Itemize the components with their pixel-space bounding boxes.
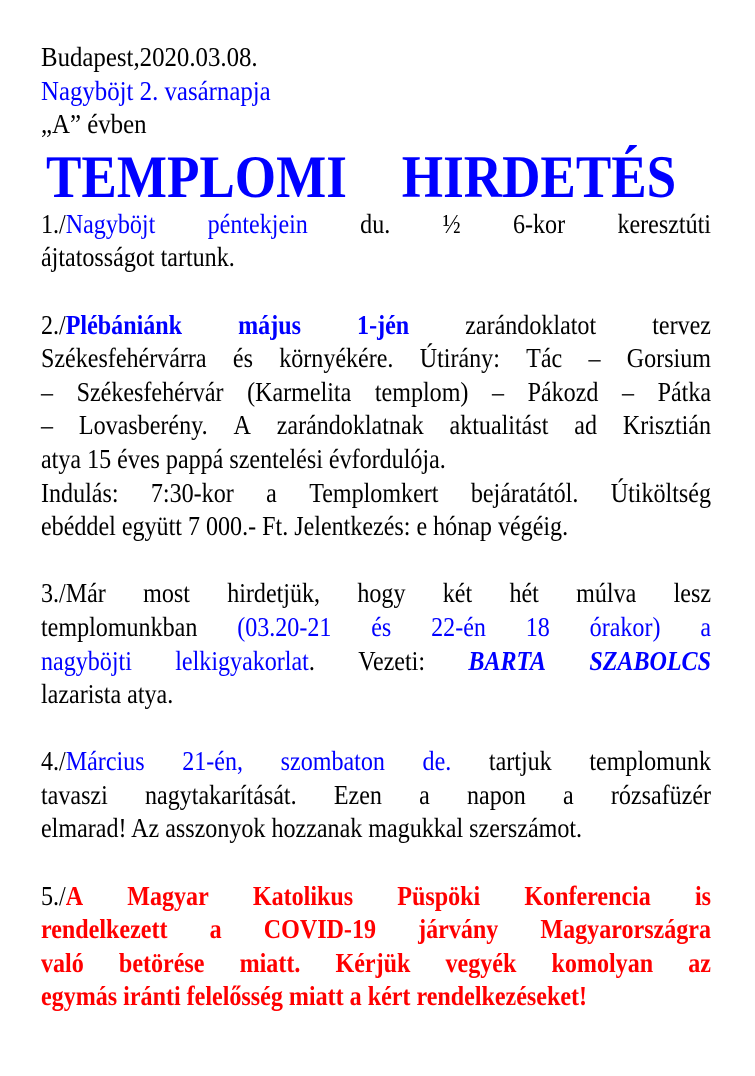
word: bejáratától. <box>470 477 579 508</box>
word: – <box>491 376 505 407</box>
alert-text: rendelkezett <box>41 914 168 945</box>
alert-text <box>41 880 83 914</box>
word: Tác <box>526 343 563 374</box>
highlight-text: Nagyböjt <box>65 208 156 239</box>
announcement-5 <box>41 880 711 1014</box>
alert-text: Konferencia <box>524 880 651 911</box>
word: – <box>588 343 601 374</box>
word: Székesfehérvárra <box>41 343 207 374</box>
word: a <box>562 779 574 810</box>
alert-text: az <box>688 947 711 978</box>
word: 3./Már <box>41 578 106 609</box>
word: napon <box>466 779 526 810</box>
highlight-text: lelkigyakorlat <box>175 645 309 676</box>
word: hirdetjük, <box>227 578 321 609</box>
word: Gorsium <box>626 343 711 374</box>
alert-text: is <box>694 880 712 911</box>
announcement-line <box>41 577 711 611</box>
announcement-line: egymás iránti felelősség miatt a kért rendelkezéseket! <box>41 981 588 1012</box>
announcement-1 <box>41 208 711 275</box>
word: tervez <box>652 309 711 340</box>
punctuation: . <box>308 645 315 676</box>
alert-text: miatt. <box>239 947 301 978</box>
year-cycle: „A” évben <box>41 109 147 140</box>
alert-text: való <box>41 947 84 978</box>
highlight-text: május <box>238 309 301 340</box>
alert-text: Kérjük <box>335 947 411 978</box>
announcement-line <box>41 477 711 511</box>
announcement-line: ebéddel együtt 7 000.- Ft. Jelentkezés: e hónap végéig. <box>41 511 569 542</box>
announcement-line: elmarad! Az asszonyok hozzanak magukkal szerszámot. <box>41 813 583 844</box>
word: Vezeti: <box>358 645 426 676</box>
word: (Karmelita <box>247 376 352 407</box>
date-line: Budapest,2020.03.08. <box>41 42 258 72</box>
announcement-line: ájtatosságot tartunk. <box>41 242 235 273</box>
highlight-text: órakor) <box>589 611 661 642</box>
word: zarándoklatnak <box>276 410 424 441</box>
item-number: 2./ <box>41 309 66 340</box>
alert-text: A <box>65 880 84 911</box>
alert-text: járvány <box>418 914 499 945</box>
announcement-line <box>41 779 711 813</box>
alert-text: komolyan <box>551 947 654 978</box>
alert-text: Püspöki <box>397 880 481 911</box>
announcement-line <box>41 342 711 376</box>
word: Krisztián <box>622 410 712 441</box>
announcement-4 <box>41 745 711 846</box>
word: Pátka <box>657 376 712 407</box>
liturgical-day: Nagyböjt 2. vasárnapja <box>41 75 271 106</box>
leader-name: SZABOLCS <box>589 645 711 676</box>
announcement-line <box>41 645 711 679</box>
highlight-text: Március <box>65 746 145 777</box>
word: Útiköltség <box>610 477 711 508</box>
announcement-line: lazarista atya. <box>41 679 174 710</box>
word: keresztúti <box>617 208 711 239</box>
word: nagytakarítását. <box>144 779 297 810</box>
announcement-line <box>41 880 711 914</box>
word: 7:30-kor <box>150 477 234 508</box>
word: Indulás: <box>41 477 119 508</box>
highlight-text: péntekjein <box>207 208 308 239</box>
highlight-text <box>41 745 145 779</box>
word: zarándoklatot <box>465 309 597 340</box>
highlight-text: Plébániánk <box>65 309 183 340</box>
announcement-page <box>41 41 711 1014</box>
word: a <box>419 779 430 810</box>
announcement-line: atya 15 éves pappá szentelési évfordulója. <box>41 443 446 474</box>
item-number: 5./ <box>41 880 66 911</box>
highlight-text: nagyböjti <box>41 645 132 676</box>
highlight-text: a <box>700 611 712 642</box>
highlight-text: szombaton <box>280 746 385 777</box>
alert-text: vegyék <box>445 947 517 978</box>
announcement-2 <box>41 309 711 544</box>
highlight-text: 21-én, <box>182 746 244 777</box>
word: és <box>232 343 253 374</box>
word: Lovasberény. <box>78 410 208 441</box>
highlight-text: 22-én <box>431 611 486 642</box>
alert-text: Magyarországra <box>540 914 712 945</box>
announcement-line <box>41 913 711 947</box>
word: környékére. <box>279 343 394 374</box>
highlight-text: de. <box>422 746 452 777</box>
announcement-line <box>41 208 711 242</box>
word: – <box>41 376 54 407</box>
announcement-line <box>41 409 711 443</box>
word: Ezen <box>333 779 382 810</box>
highlight-text: és <box>371 611 392 642</box>
leader-name: BARTA <box>468 645 546 676</box>
word: aktualitást <box>449 410 549 441</box>
word: rózsafüzér <box>610 779 712 810</box>
item-number: 4./ <box>41 746 66 777</box>
word: Útirány: <box>419 343 500 374</box>
announcement-line <box>41 309 711 343</box>
item-number: 1./ <box>41 208 66 239</box>
word: – <box>41 410 54 441</box>
word: most <box>143 578 190 609</box>
word: du. <box>360 208 391 239</box>
alert-text: betörése <box>118 947 205 978</box>
page-title: TEMPLOMI HIRDETÉS <box>46 143 677 210</box>
word: templom) <box>374 376 469 407</box>
word: ad <box>574 410 597 441</box>
announcement-line <box>41 376 711 410</box>
word: két <box>442 578 473 609</box>
word: templomunk <box>589 746 711 777</box>
word: Székesfehérvár <box>76 376 224 407</box>
alert-text: COVID-19 <box>263 914 377 945</box>
word: Pákozd <box>527 376 599 407</box>
alert-text: a <box>209 914 222 945</box>
word: ½ <box>442 208 461 239</box>
announcement-line <box>41 745 711 779</box>
word: – <box>621 376 635 407</box>
highlight-text: (03.20-21 <box>237 611 332 642</box>
highlight-text: 1-jén <box>357 309 410 340</box>
word: a <box>266 477 277 508</box>
word: Templomkert <box>309 477 439 508</box>
highlight-text: 18 <box>525 611 550 642</box>
word: templomunkban <box>41 611 198 642</box>
announcement-line <box>41 611 711 645</box>
word: hogy <box>357 578 406 609</box>
alert-text: Katolikus <box>252 880 354 911</box>
word: múlva <box>576 578 637 609</box>
announcement-line <box>41 947 711 981</box>
word: lesz <box>673 578 712 609</box>
word: 6-kor <box>512 208 566 239</box>
announcement-3 <box>41 577 711 711</box>
alert-text: Magyar <box>127 880 209 911</box>
word: tartjuk <box>488 746 552 777</box>
word: A <box>233 410 251 441</box>
word: tavaszi <box>41 779 108 810</box>
word: hét <box>509 578 539 609</box>
